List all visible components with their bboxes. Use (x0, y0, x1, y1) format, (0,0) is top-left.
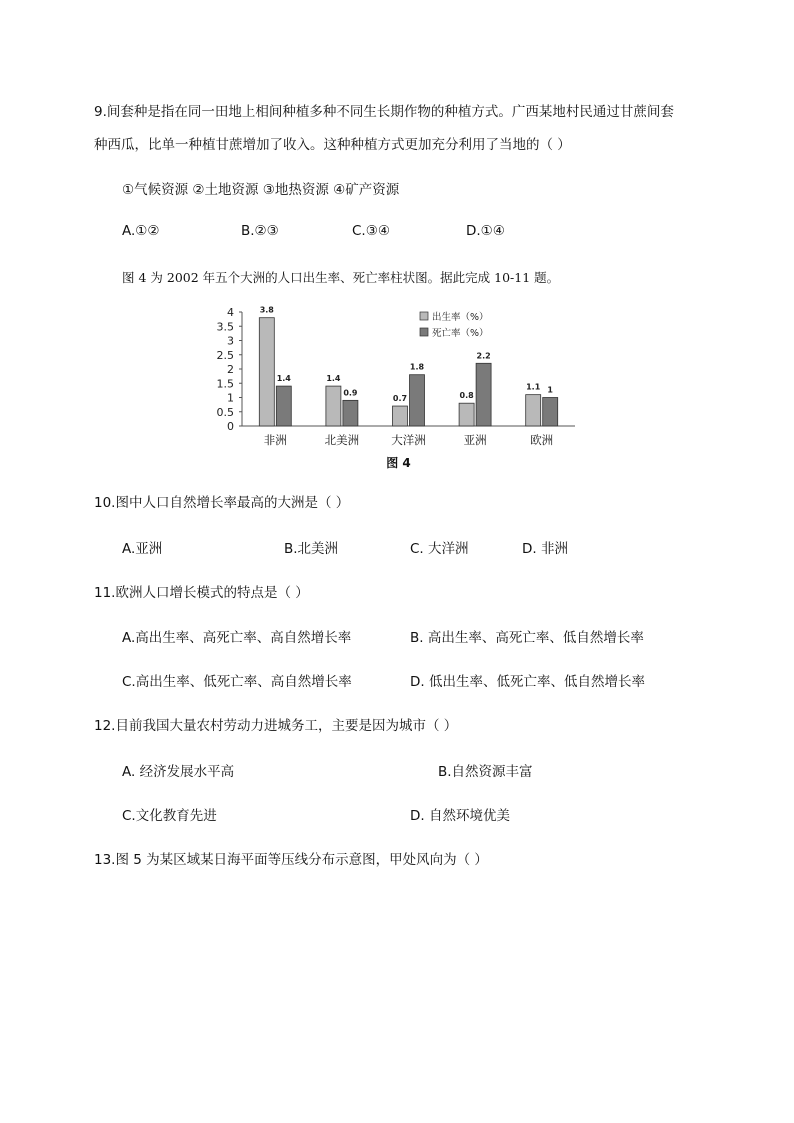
y-tick-label: 4 (227, 306, 234, 319)
q9-option-b: B.②③ (241, 223, 279, 239)
q9-stem-line1: 9.间套种是指在同一田地上相间种植多种不同生长期作物的种植方式。广西某地村民通过甘蔗间套 (94, 104, 674, 120)
q11-option-c: C.高出生率、低死亡率、高自然增长率 (122, 674, 352, 690)
legend-swatch (420, 328, 428, 336)
bar-birth-rate (326, 386, 341, 426)
y-tick-label: 3 (227, 334, 234, 348)
q13-stem: 13.图 5 为某区域某日海平面等压线分布示意图，甲处风向为（ ） (94, 852, 488, 868)
bar-value-label: 2.2 (476, 351, 491, 361)
bar-value-label: 1.8 (409, 362, 425, 372)
y-tick-label: 2.5 (216, 348, 234, 362)
q11-option-d: D. 低出生率、低死亡率、低自然增长率 (410, 674, 645, 690)
q9-items: ①气候资源 ②土地资源 ③地热资源 ④矿产资源 (122, 182, 400, 198)
x-category-label: 亚洲 (463, 433, 487, 447)
q10-stem: 10.图中人口自然增长率最高的大洲是（ ） (94, 495, 350, 511)
bar-value-label: 1.1 (526, 382, 541, 392)
x-category-label: 北美洲 (324, 433, 360, 447)
q9-stem-line2: 种西瓜，比单一种植甘蔗增加了收入。这种种植方式更加充分利用了当地的（ ） (94, 137, 571, 153)
bar-birth-rate (459, 403, 474, 426)
bar-value-label: 1.4 (326, 374, 341, 384)
bar-value-label: 0.7 (392, 394, 408, 404)
bar-birth-rate (526, 395, 541, 426)
q11-stem: 11.欧洲人口增长模式的特点是（ ） (94, 585, 309, 601)
chart-intro: 图 4 为 2002 年五个大洲的人口出生率、死亡率柱状图。据此完成 10-11 题。 (122, 270, 560, 285)
q10-option-d: D. 非洲 (522, 541, 568, 557)
y-tick-label: 0.5 (216, 405, 234, 419)
q9-option-d: D.①④ (466, 223, 505, 239)
bar-birth-rate (259, 318, 274, 426)
y-tick-label: 1.5 (216, 377, 234, 391)
q10-option-a: A.亚洲 (122, 541, 163, 557)
bar-value-label: 3.8 (259, 305, 274, 315)
q9-option-a: A.①② (122, 223, 160, 239)
bar-death-rate (276, 386, 291, 426)
q9-option-c: C.③④ (352, 223, 390, 239)
bar-value-label: 0.9 (343, 388, 358, 398)
q10-option-b: B.北美洲 (284, 541, 339, 557)
q12-option-d: D. 自然环境优美 (410, 808, 510, 824)
y-tick-label: 1 (227, 391, 234, 405)
bar-death-rate (410, 375, 425, 426)
q12-option-c: C.文化教育先进 (122, 808, 217, 824)
q10-option-c: C. 大洋洲 (410, 541, 469, 557)
bar-value-label: 1.4 (276, 374, 291, 384)
bar-value-label: 1 (547, 385, 553, 395)
chart-bars (259, 306, 557, 426)
x-category-label: 非洲 (263, 433, 287, 447)
q11-option-b: B. 高出生率、高死亡率、低自然增长率 (410, 630, 644, 646)
q12-option-a: A. 经济发展水平高 (122, 764, 235, 780)
q11-option-a: A.高出生率、高死亡率、高自然增长率 (122, 630, 352, 646)
bar-death-rate (343, 400, 358, 426)
legend-swatch (420, 312, 428, 320)
bar-birth-rate (393, 406, 408, 426)
y-tick-label: 3.5 (216, 320, 234, 334)
y-tick-label: 2 (227, 363, 234, 376)
x-category-label: 欧洲 (530, 433, 554, 447)
bar-death-rate (476, 363, 491, 426)
legend-label: 死亡率（%） (432, 328, 489, 339)
population-rate-bar-chart (200, 300, 590, 475)
y-tick-label: 0 (227, 420, 234, 433)
legend-label: 出生率（%） (432, 312, 489, 323)
chart-caption: 图 4 (386, 456, 411, 470)
bar-value-label: 0.8 (459, 391, 474, 401)
q12-stem: 12.目前我国大量农村劳动力进城务工，主要是因为城市（ ） (94, 718, 458, 734)
q12-option-b: B.自然资源丰富 (438, 764, 533, 780)
bar-death-rate (543, 398, 558, 427)
x-category-label: 大洋洲 (391, 433, 426, 447)
chart-legend (420, 311, 489, 339)
